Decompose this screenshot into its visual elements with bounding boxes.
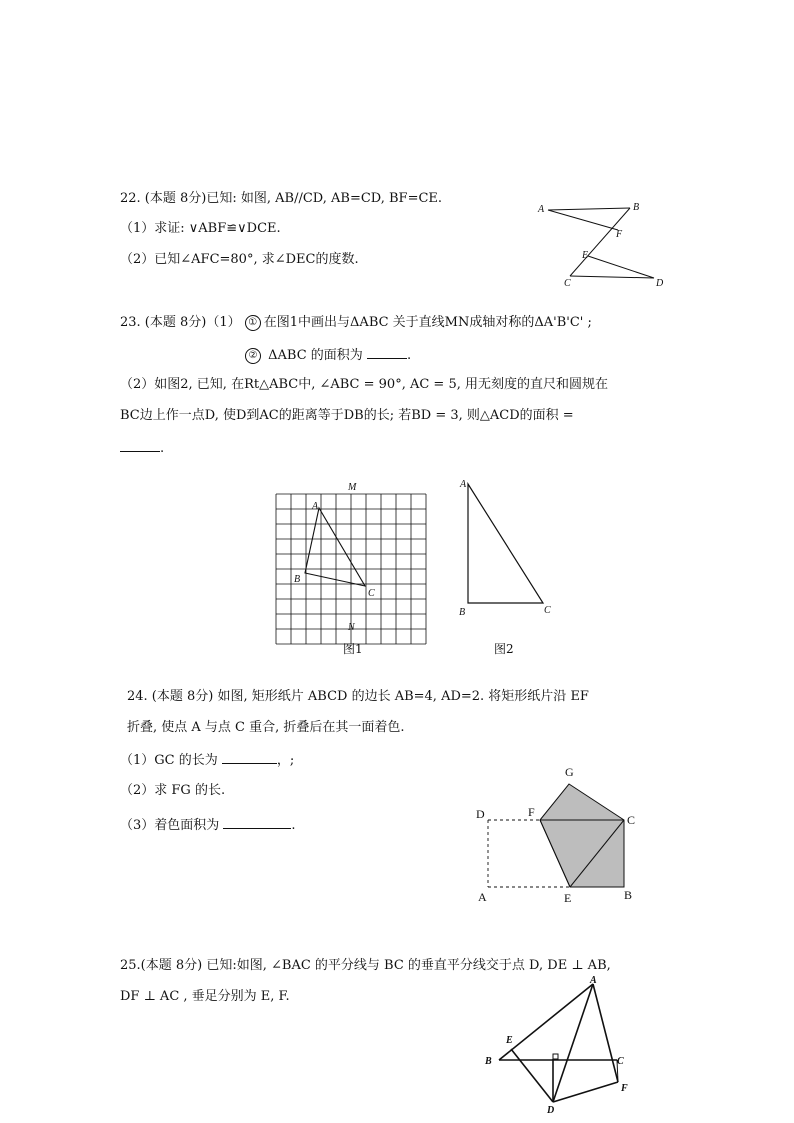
q23-part2-answer-line xyxy=(120,438,164,458)
q22-label-c: C xyxy=(564,278,571,289)
q23-item2-blank[interactable] xyxy=(367,345,407,359)
q24-part1-line xyxy=(120,750,294,770)
q23-item2-num: ② xyxy=(245,348,261,364)
q25-label-e: E xyxy=(506,1035,513,1046)
q22-part1: （1）求证: ∨ABF≌∨DCE. xyxy=(120,221,281,236)
q25-label-d: D xyxy=(547,1105,555,1116)
q23-part2-end: . xyxy=(160,441,165,456)
q25-line1: 25.(本题 8分) 已知:如图, ∠BAC 的平分线与 BC 的垂直平分线交于点 D, DE ⊥ AB, xyxy=(120,958,611,973)
q24-label-c: C xyxy=(627,813,636,827)
q25-label-c: C xyxy=(617,1056,624,1067)
q24-label-g: G xyxy=(565,765,574,779)
fig2-label-c: C xyxy=(544,605,551,616)
q23-part2-line2: BC边上作一点D, 使D到AC的距离等于DB的长; 若BD = 3, 则△ACD的面积 = xyxy=(120,408,574,423)
q23-title: 23. (本题 8分)（1） xyxy=(120,315,241,330)
q24-part1-end: ，; xyxy=(276,753,295,768)
q22-figure xyxy=(530,200,670,290)
q23-item2-text: ΔABC 的面积为 xyxy=(268,348,363,363)
q24-part3-blank[interactable] xyxy=(223,815,291,829)
q24-part2: （2）求 FG 的长. xyxy=(120,783,226,798)
q22-title: 22. (本题 8分)已知: 如图, AB//CD, AB=CD, BF=CE. xyxy=(120,191,443,206)
fig2-label-b: B xyxy=(459,607,466,618)
q25-line2: DF ⊥ AC , 垂足分别为 E, F. xyxy=(120,989,290,1004)
fig1-label-b: B xyxy=(294,574,301,585)
q23-item1-text: 在图1中画出与ΔABC 关于直线MN成轴对称的ΔA'B'C' ; xyxy=(263,315,592,330)
q24-label-f: F xyxy=(528,805,535,819)
q23-item1-num: ① xyxy=(245,315,261,331)
q22-label-f: F xyxy=(616,229,623,240)
q24-part3-end: . xyxy=(291,818,296,833)
q24-part1-blank[interactable] xyxy=(222,750,277,764)
q25-figure xyxy=(480,975,640,1118)
fig1-label-c: C xyxy=(368,588,375,599)
q24-label-a: A xyxy=(478,890,487,904)
q23-figure2 xyxy=(455,476,565,616)
q23-figure1 xyxy=(270,478,435,638)
q24-line2: 折叠, 使点 A 与点 C 重合, 折叠后在其一面着色. xyxy=(127,720,405,735)
q23-part2-line1: （2）如图2, 已知, 在Rt△ABC中, ∠ABC = 90°, AC = 5, 用无刻度的直尺和圆规在 xyxy=(120,377,608,392)
q24-label-e: E xyxy=(564,891,572,905)
q25-label-a: A xyxy=(590,975,597,986)
q24-part3-line xyxy=(120,815,296,835)
q24-label-d: D xyxy=(476,807,485,821)
q24-figure xyxy=(470,760,645,910)
q22-part2: （2）已知∠AFC=80°, 求∠DEC的度数. xyxy=(120,252,359,267)
q23-title-line xyxy=(120,314,592,332)
q24-part1: （1）GC 的长为 xyxy=(120,753,218,768)
fig1-label-n: N xyxy=(348,622,355,633)
q23-item2-line xyxy=(245,345,411,365)
fig1-label-m: M xyxy=(348,482,357,493)
q23-part2-blank[interactable] xyxy=(120,438,160,452)
q23-fig2-caption: 图2 xyxy=(494,642,514,656)
q24-part3: （3）着色面积为 xyxy=(120,818,220,833)
q22-label-a: A xyxy=(538,204,545,215)
q22-label-d: D xyxy=(656,278,664,289)
q22-label-b: B xyxy=(633,202,640,213)
q24-line1: 24. (本题 8分) 如图, 矩形纸片 ABCD 的边长 AB=4, AD=2. 将矩形纸片沿 EF xyxy=(127,689,589,704)
q23-fig1-caption: 图1 xyxy=(343,642,363,656)
fig2-label-a: A xyxy=(460,479,467,490)
q22-label-e: E xyxy=(582,250,589,261)
q23-item2-end: . xyxy=(406,348,412,363)
q25-label-f: F xyxy=(621,1083,628,1094)
q24-label-b: B xyxy=(624,888,633,902)
fig1-label-a: A xyxy=(312,501,319,512)
q25-label-b: B xyxy=(485,1056,492,1067)
